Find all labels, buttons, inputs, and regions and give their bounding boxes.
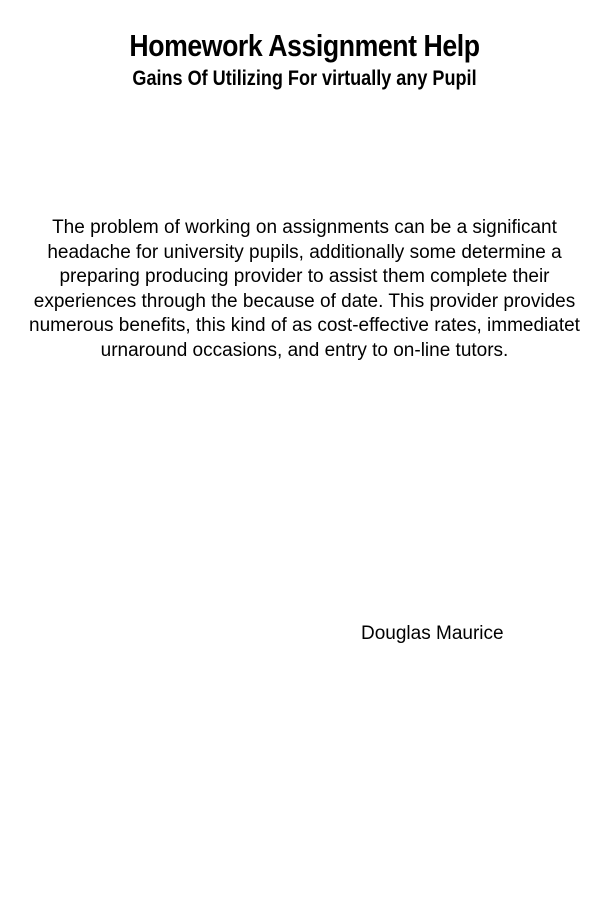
- author-name: Douglas Maurice: [361, 623, 504, 644]
- document-title: Homework Assignment Help: [129, 28, 480, 63]
- document-subtitle: Gains Of Utilizing For virtually any Pupil: [132, 67, 477, 90]
- body-paragraph: The problem of working on assignments can be a significant headache for university pupils, additionally some determine a preparing producing provider to assist them complete their experiences through the because of date. This provider provides numerous benefits, this kind of as cost-effective rates, immediatet urnaround occasions, and entry to on-line tutors.: [29, 217, 580, 361]
